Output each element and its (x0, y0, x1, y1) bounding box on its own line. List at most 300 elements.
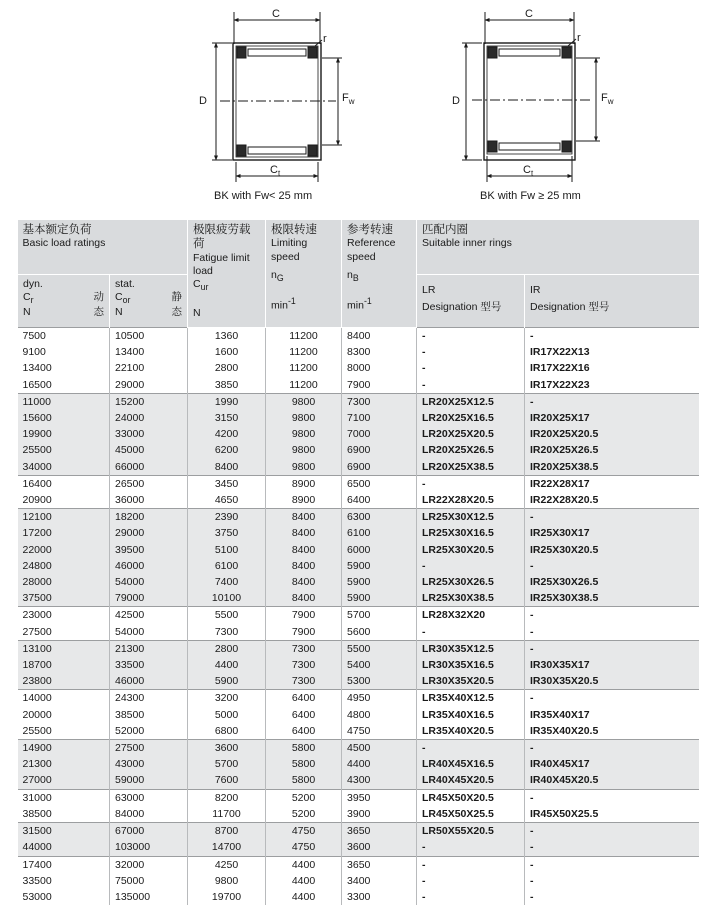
table-row (18, 740, 699, 757)
cell-ng: 8400 (266, 574, 342, 590)
cell-ng: 9800 (266, 459, 342, 476)
table-row (18, 410, 699, 426)
cell-ir: IR17X22X23 (525, 377, 699, 394)
cell-cur: 4250 (188, 856, 266, 873)
cell-cr: 22000 (18, 542, 110, 558)
cell-nb: 7000 (342, 426, 417, 442)
cell-cr: 9100 (22, 346, 46, 359)
cell-lr: - (417, 377, 525, 394)
cell-cur: 2800 (188, 360, 266, 376)
left-c-label: C (272, 8, 280, 20)
cell-nb: 6100 (342, 525, 417, 541)
cell-cr: 13400 (22, 362, 52, 375)
cell-cr: 23800 (18, 673, 110, 690)
cell-ir: - (525, 607, 699, 624)
cell-lr: LR35X40X20.5 (417, 723, 525, 740)
table-row (18, 823, 699, 840)
cell-ir: IR40X45X20.5 (525, 772, 699, 789)
cell-ir: - (525, 823, 699, 840)
table-row (18, 542, 699, 558)
cell-lr: LR25X30X12.5 (417, 509, 525, 526)
cell-cor: 135000 (110, 889, 188, 905)
cell-cur: 5100 (188, 542, 266, 558)
cell-cor: 46000 (110, 558, 188, 574)
cell-ir: - (525, 640, 699, 657)
cell-cur: 6200 (188, 442, 266, 458)
cell-cur: 3600 (188, 740, 266, 757)
cell-ir: IR20X25X20.5 (525, 426, 699, 442)
cell-cr: 20000 (22, 708, 52, 721)
cell-cr: 14000 (18, 690, 110, 707)
cell-cor: 45000 (110, 442, 188, 458)
right-ct-label: $C_t$ (523, 164, 534, 178)
cell-nb: 3650 (342, 856, 417, 873)
cell-nb: 5500 (342, 640, 417, 657)
cell-cur: 4400 (188, 657, 266, 673)
cell-cor: 27500 (110, 740, 188, 757)
cell-nb: 6900 (342, 459, 417, 476)
right-diagram-caption: BK with Fw ≥ 25 mm (480, 190, 581, 202)
cell-ng: 8900 (266, 475, 342, 492)
cell-ng: 11200 (266, 328, 342, 345)
cell-ng: 6400 (266, 690, 342, 707)
cell-nb: 3300 (342, 889, 417, 905)
cell-cur: 5000 (188, 707, 266, 723)
cell-nb: 8400 (342, 328, 417, 345)
cell-cur: 6100 (188, 558, 266, 574)
cell-cr: 7500 (18, 328, 110, 345)
cell-ng: 8400 (266, 590, 342, 607)
cell-cr: 31000 (18, 789, 110, 806)
cell-cor: 38500 (110, 707, 188, 723)
cell-nb: 3950 (342, 789, 417, 806)
header-load-ratings: 基本额定负荷 Basic load ratings (18, 220, 188, 275)
cell-ir: IR17X22X13 (525, 344, 699, 360)
cell-cur: 3150 (188, 410, 266, 426)
cell-cr: 25500 (22, 724, 52, 737)
cell-cr: 14900 (18, 740, 110, 757)
cell-lr: LR20X25X26.5 (417, 442, 525, 458)
cell-cur: 1990 (188, 393, 266, 410)
cell-nb: 6500 (342, 475, 417, 492)
cell-lr: LR35X40X16.5 (417, 707, 525, 723)
cell-lr: LR20X25X38.5 (417, 459, 525, 476)
cell-lr: LR30X35X20.5 (417, 673, 525, 690)
table-row (18, 723, 699, 740)
cell-cr: 18700 (18, 657, 110, 673)
cell-lr: - (417, 344, 525, 360)
cell-cor: 54000 (110, 574, 188, 590)
cell-nb: 6000 (342, 542, 417, 558)
cell-nb: 5700 (342, 607, 417, 624)
header-fatigue-limit: 极限疲劳载荷 Fatigue limit load $C_{ur}$ N (188, 220, 266, 328)
cell-ir: IR30X35X20.5 (525, 673, 699, 690)
cell-ng: 5800 (266, 772, 342, 789)
table-row (18, 475, 699, 492)
cell-ir: - (525, 509, 699, 526)
cell-lr: LR25X30X26.5 (417, 574, 525, 590)
cell-ng: 4750 (266, 823, 342, 840)
cell-ir: - (525, 856, 699, 873)
cell-nb: 8300 (342, 344, 417, 360)
cell-cr: 27000 (18, 772, 110, 789)
table-row (18, 344, 699, 360)
cell-nb: 5400 (342, 657, 417, 673)
cell-lr: - (417, 328, 525, 345)
header-dynamic: dyn. $C_r$ 动 N 态 (18, 275, 110, 328)
cell-cr: 21300 (18, 756, 110, 772)
cell-nb: 4750 (342, 723, 417, 740)
right-d-label: D (452, 95, 460, 107)
cell-cor: 24300 (110, 690, 188, 707)
cell-ng: 4400 (266, 873, 342, 889)
cell-cur: 14700 (188, 839, 266, 856)
cell-nb: 5600 (342, 624, 417, 641)
cell-cur: 9800 (188, 873, 266, 889)
cell-cor: 32000 (110, 856, 188, 873)
cell-ir: IR25X30X38.5 (525, 590, 699, 607)
cell-cur: 1600 (188, 344, 266, 360)
header-static: stat. $C_{or}$ 静 N 态 (110, 275, 188, 328)
cell-cor: 29000 (110, 377, 188, 394)
cell-cor: 33500 (110, 657, 188, 673)
cell-ir: - (525, 558, 699, 574)
cell-lr: - (417, 475, 525, 492)
cell-nb: 4800 (342, 707, 417, 723)
right-fw-label: $F_w$ (601, 92, 614, 106)
cell-cur: 2800 (188, 640, 266, 657)
cell-ir: - (525, 624, 699, 641)
cell-cor: 43000 (110, 756, 188, 772)
cell-lr: LR50X55X20.5 (417, 823, 525, 840)
cell-ng: 8400 (266, 542, 342, 558)
cell-cur: 8400 (188, 459, 266, 476)
cell-cr: 25500 (18, 442, 110, 458)
cell-cor: 10500 (110, 328, 188, 345)
table-row (18, 789, 699, 806)
cell-cr: 20900 (22, 494, 52, 507)
cell-ng: 7300 (266, 640, 342, 657)
cell-cor: 54000 (110, 624, 188, 641)
table-row (18, 707, 699, 723)
cell-cr: 13100 (18, 640, 110, 657)
table-row (18, 756, 699, 772)
table-body (18, 328, 699, 906)
cell-ir: IR20X25X26.5 (525, 442, 699, 458)
cell-nb: 5900 (342, 590, 417, 607)
cell-lr: LR25X30X38.5 (417, 590, 525, 607)
cell-cur: 7600 (188, 772, 266, 789)
table-row (18, 393, 699, 410)
cell-nb: 3600 (342, 839, 417, 856)
header-ir: IR Designation 型号 (525, 275, 699, 328)
cell-ir: IR25X30X26.5 (525, 574, 699, 590)
cell-cur: 10100 (188, 590, 266, 607)
cell-ir: - (525, 393, 699, 410)
table-row (18, 839, 699, 856)
table-row (18, 806, 699, 823)
cell-cor: 66000 (110, 459, 188, 476)
cell-nb: 8000 (342, 360, 417, 376)
cell-cor: 52000 (110, 723, 188, 740)
cell-lr: - (417, 873, 525, 889)
cell-ir: IR25X30X20.5 (525, 542, 699, 558)
cell-ng: 8400 (266, 558, 342, 574)
cell-ng: 9800 (266, 410, 342, 426)
table-row (18, 657, 699, 673)
cell-cur: 7300 (188, 624, 266, 641)
cell-cr: 44000 (18, 839, 110, 856)
cell-ng: 4400 (266, 889, 342, 905)
cell-ir: - (525, 328, 699, 345)
left-diagram-caption: BK with Fw< 25 mm (214, 190, 313, 202)
cell-ng: 11200 (266, 360, 342, 376)
table-row (18, 360, 699, 376)
cell-ng: 5800 (266, 756, 342, 772)
table-row (18, 640, 699, 657)
cell-ng: 9800 (266, 393, 342, 410)
table-row (18, 525, 699, 541)
table-row (18, 590, 699, 607)
left-d-label: D (199, 95, 207, 107)
cell-cur: 7400 (188, 574, 266, 590)
cell-cor: 36000 (110, 492, 188, 509)
right-c-label: C (525, 8, 533, 20)
left-fw-label: $F_w$ (342, 92, 355, 106)
cell-ng: 11200 (266, 377, 342, 394)
cell-cor: 79000 (110, 590, 188, 607)
cell-ng: 6400 (266, 707, 342, 723)
cell-ng: 6400 (266, 723, 342, 740)
cell-cur: 5500 (188, 607, 266, 624)
cell-cor: 13400 (110, 344, 188, 360)
cell-cr: 27500 (22, 625, 52, 638)
cell-ir: IR20X25X17 (525, 410, 699, 426)
table-row (18, 509, 699, 526)
cell-lr: LR22X28X20.5 (417, 492, 525, 509)
table-row (18, 574, 699, 590)
cell-nb: 7900 (342, 377, 417, 394)
cell-cur: 5700 (188, 756, 266, 772)
cell-ng: 5200 (266, 789, 342, 806)
cell-nb: 7300 (342, 393, 417, 410)
table-row (18, 889, 699, 905)
cell-cr: 37500 (18, 590, 110, 607)
table-row (18, 772, 699, 789)
bearing-diagrams (0, 0, 701, 218)
cell-lr: LR25X30X20.5 (417, 542, 525, 558)
cell-ir: - (525, 873, 699, 889)
cell-ir: IR22X28X20.5 (525, 492, 699, 509)
cell-lr: LR30X35X12.5 (417, 640, 525, 657)
cell-lr: LR30X35X16.5 (417, 657, 525, 673)
cell-cur: 4200 (188, 426, 266, 442)
table-row (18, 492, 699, 509)
cell-cr: 38500 (22, 807, 52, 820)
cell-ir: IR22X28X17 (525, 475, 699, 492)
cell-nb: 4400 (342, 756, 417, 772)
cell-cor: 42500 (110, 607, 188, 624)
table-row (18, 459, 699, 476)
cell-cr: 11000 (18, 393, 110, 410)
cell-cr: 24800 (18, 558, 110, 574)
cell-ng: 8900 (266, 492, 342, 509)
cell-cor: 46000 (110, 673, 188, 690)
cell-lr: - (417, 740, 525, 757)
cell-cor: 59000 (110, 772, 188, 789)
cell-ng: 5200 (266, 806, 342, 823)
cell-lr: LR40X45X20.5 (417, 772, 525, 789)
cell-cor: 39500 (110, 542, 188, 558)
cell-nb: 7100 (342, 410, 417, 426)
cell-nb: 5300 (342, 673, 417, 690)
cell-cr: 34000 (18, 459, 110, 476)
cell-cr: 23000 (18, 607, 110, 624)
cell-cor: 15200 (110, 393, 188, 410)
cell-cr: 28000 (18, 574, 110, 590)
cell-cor: 22100 (110, 360, 188, 376)
table-row (18, 328, 699, 345)
cell-cr: 15600 (18, 410, 110, 426)
cell-cor: 63000 (110, 789, 188, 806)
cell-nb: 5900 (342, 574, 417, 590)
cell-cor: 21300 (110, 640, 188, 657)
cell-ir: IR40X45X17 (525, 756, 699, 772)
cell-cor: 84000 (110, 806, 188, 823)
cell-lr: - (417, 856, 525, 873)
cell-lr: LR40X45X16.5 (417, 756, 525, 772)
table-row (18, 607, 699, 624)
cell-lr: - (417, 558, 525, 574)
cell-ir: IR45X50X25.5 (525, 806, 699, 823)
header-limiting-speed: 极限转速 Limiting speed $n_G$ $\min^{-1}$ (266, 220, 342, 328)
cell-ir: - (525, 839, 699, 856)
cell-cur: 11700 (188, 806, 266, 823)
cell-cur: 1360 (188, 328, 266, 345)
cell-cur: 19700 (188, 889, 266, 905)
cell-cor: 75000 (110, 873, 188, 889)
cell-ir: IR35X40X20.5 (525, 723, 699, 740)
cell-cor: 103000 (110, 839, 188, 856)
cell-lr: - (417, 360, 525, 376)
header-reference-speed: 参考转速 Reference speed $n_B$ $\min^{-1}$ (342, 220, 417, 328)
table-row (18, 873, 699, 889)
table-row (18, 624, 699, 641)
cell-lr: LR45X50X25.5 (417, 806, 525, 823)
table-row (18, 856, 699, 873)
cell-lr: LR20X25X16.5 (417, 410, 525, 426)
cell-ir: IR30X35X17 (525, 657, 699, 673)
cell-lr: LR25X30X16.5 (417, 525, 525, 541)
cell-nb: 6300 (342, 509, 417, 526)
cell-ir: IR35X40X17 (525, 707, 699, 723)
cell-ir: IR25X30X17 (525, 525, 699, 541)
cell-nb: 3400 (342, 873, 417, 889)
cell-nb: 5900 (342, 558, 417, 574)
cell-cor: 18200 (110, 509, 188, 526)
cell-cr: 31500 (18, 823, 110, 840)
cell-ir: - (525, 690, 699, 707)
cell-nb: 6400 (342, 492, 417, 509)
cell-ng: 8400 (266, 509, 342, 526)
cell-ng: 4750 (266, 839, 342, 856)
cell-cur: 3850 (188, 377, 266, 394)
table-row (18, 673, 699, 690)
left-r-label: r (323, 33, 327, 45)
cell-cor: 33000 (110, 426, 188, 442)
table-row (18, 690, 699, 707)
cell-ir: IR20X25X38.5 (525, 459, 699, 476)
cell-nb: 4500 (342, 740, 417, 757)
header-inner-rings: 匹配内圈 Suitable inner rings (417, 220, 699, 275)
cell-cur: 3200 (188, 690, 266, 707)
cell-cr: 17400 (18, 856, 110, 873)
cell-cr: 12100 (18, 509, 110, 526)
cell-cur: 3750 (188, 525, 266, 541)
cell-ir: - (525, 889, 699, 905)
cell-ir: - (525, 789, 699, 806)
cell-lr: LR20X25X20.5 (417, 426, 525, 442)
cell-ng: 4400 (266, 856, 342, 873)
cell-ir: IR17X22X16 (525, 360, 699, 376)
right-r-label: r (577, 32, 581, 44)
cell-ng: 9800 (266, 426, 342, 442)
cell-cor: 24000 (110, 410, 188, 426)
bearing-spec-table (17, 220, 699, 905)
cell-lr: - (417, 889, 525, 905)
cell-ng: 7900 (266, 624, 342, 641)
table-row (18, 377, 699, 394)
cell-cr: 53000 (22, 890, 52, 903)
cell-ir: - (525, 740, 699, 757)
left-ct-label: $C_t$ (270, 164, 281, 178)
cell-ng: 5800 (266, 740, 342, 757)
cell-ng: 11200 (266, 344, 342, 360)
cell-cur: 2390 (188, 509, 266, 526)
cell-cr: 16500 (22, 378, 52, 391)
cell-cur: 8700 (188, 823, 266, 840)
cell-cur: 3450 (188, 475, 266, 492)
cell-lr: LR20X25X12.5 (417, 393, 525, 410)
cell-cor: 67000 (110, 823, 188, 840)
cell-cur: 8200 (188, 789, 266, 806)
cell-cur: 6800 (188, 723, 266, 740)
cell-cr: 17200 (18, 525, 110, 541)
cell-ng: 9800 (266, 442, 342, 458)
table-row (18, 426, 699, 442)
cell-lr: - (417, 624, 525, 641)
cell-cor: 26500 (110, 475, 188, 492)
cell-lr: LR28X32X20 (417, 607, 525, 624)
cell-cr: 33500 (22, 874, 52, 887)
cell-cr: 16400 (18, 475, 110, 492)
cell-cor: 29000 (110, 525, 188, 541)
bearing-drawings (0, 0, 701, 218)
cell-cr: 19900 (18, 426, 110, 442)
header-lr: LR Designation 型号 (417, 275, 525, 328)
cell-lr: LR35X40X12.5 (417, 690, 525, 707)
cell-cur: 4650 (188, 492, 266, 509)
cell-ng: 8400 (266, 525, 342, 541)
cell-nb: 3900 (342, 806, 417, 823)
cell-lr: LR45X50X20.5 (417, 789, 525, 806)
cell-nb: 4300 (342, 772, 417, 789)
cell-ng: 7900 (266, 607, 342, 624)
cell-ng: 7300 (266, 673, 342, 690)
cell-nb: 3650 (342, 823, 417, 840)
cell-nb: 6900 (342, 442, 417, 458)
cell-cur: 5900 (188, 673, 266, 690)
